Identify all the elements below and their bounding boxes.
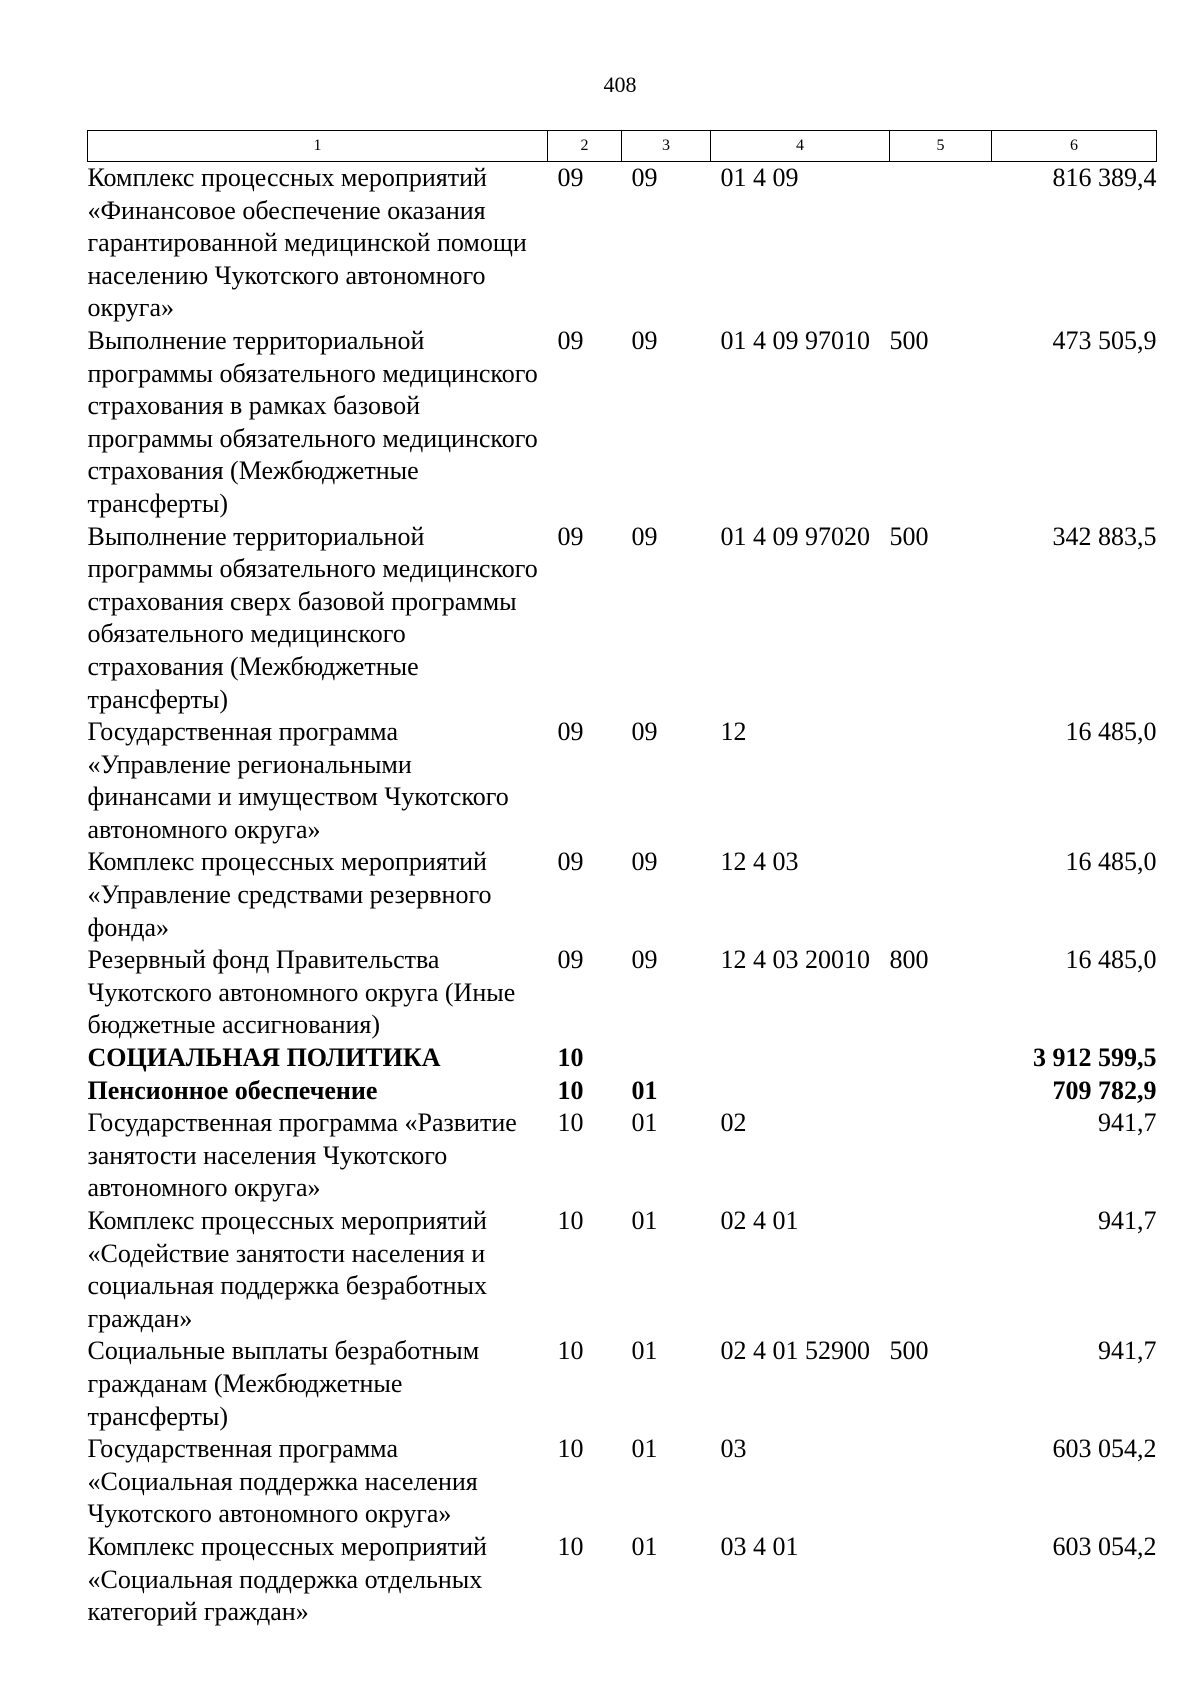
row-target-article: 02 4 01 bbox=[720, 1206, 799, 1235]
row-expense-type bbox=[890, 1205, 992, 1335]
row-name: Комплекс процессных мероприятий «Финансовое обеспечение оказания гарантированной медицинской помощи населению Чукотского автономного округа» bbox=[87, 163, 527, 323]
row-section: 10 bbox=[557, 1434, 584, 1464]
row-expense-type bbox=[890, 1531, 992, 1629]
row-expense-type bbox=[890, 1042, 992, 1075]
table-row bbox=[88, 521, 1157, 717]
row-amount: 709 782,9 bbox=[1052, 1075, 1157, 1105]
table-row bbox=[88, 1107, 1157, 1205]
row-target-article: 02 4 01 52900 bbox=[720, 1336, 870, 1366]
table-row bbox=[88, 944, 1157, 1042]
row-name: Государственная программа «Развитие занятости населения Чукотского автономного округа» bbox=[87, 1108, 517, 1203]
row-target-article: 01 4 09 97020 bbox=[720, 521, 870, 551]
header-cell-2: 2 bbox=[548, 131, 622, 162]
row-section: 10 bbox=[557, 1075, 584, 1105]
table-row bbox=[88, 1205, 1157, 1335]
table-row bbox=[88, 162, 1157, 325]
row-section: 09 bbox=[557, 847, 584, 877]
table-row bbox=[88, 1042, 1157, 1075]
row-section: 09 bbox=[557, 717, 584, 747]
row-name: Государственная программа «Управление региональными финансами и имуществом Чукотского автономного округа» bbox=[87, 717, 509, 844]
row-subsection: 01 bbox=[631, 1434, 658, 1464]
row-subsection: 09 bbox=[631, 163, 658, 192]
row-section: 09 bbox=[557, 163, 584, 192]
row-name: СОЦИАЛЬНАЯ ПОЛИТИКА bbox=[87, 1043, 441, 1073]
table-row bbox=[88, 1335, 1157, 1433]
table-row bbox=[88, 1531, 1157, 1629]
row-subsection: 09 bbox=[631, 717, 658, 747]
row-name: Комплекс процессных мероприятий «Социальная поддержка отдельных категорий граждан» bbox=[87, 1531, 487, 1627]
row-section: 10 bbox=[557, 1531, 584, 1561]
row-name: Комплекс процессных мероприятий «Содействие занятости населения и социальная поддержка безработных граждан» bbox=[87, 1206, 487, 1333]
row-name: Выполнение территориальной программы обязательного медицинского страхования сверх базовой программы обязательного медицинского страхования (Межбюджетные трансферты) bbox=[87, 521, 538, 714]
row-section: 10 bbox=[557, 1108, 584, 1138]
row-section: 10 bbox=[557, 1206, 584, 1235]
row-subsection bbox=[622, 1042, 711, 1075]
row-amount: 342 883,5 bbox=[1052, 521, 1157, 551]
row-subsection: 09 bbox=[631, 521, 658, 551]
budget-table bbox=[87, 130, 1157, 1629]
row-amount: 603 054,2 bbox=[1052, 1531, 1157, 1561]
header-cell-1: 1 bbox=[88, 131, 548, 162]
row-expense-type bbox=[890, 1107, 992, 1205]
header-cell-6: 6 bbox=[992, 131, 1157, 162]
row-amount: 941,7 bbox=[1098, 1336, 1157, 1366]
row-name: Выполнение территориальной программы обязательного медицинского страхования в рамках базовой программы обязательного медицинского страхования (Межбюджетные трансферты) bbox=[87, 325, 538, 518]
row-amount: 16 485,0 bbox=[1065, 717, 1157, 747]
row-target-article: 02 bbox=[720, 1108, 747, 1138]
row-expense-type bbox=[890, 162, 992, 325]
row-section: 09 bbox=[557, 945, 584, 975]
row-subsection: 09 bbox=[631, 325, 658, 355]
row-target-article: 03 4 01 bbox=[720, 1531, 799, 1561]
row-section: 09 bbox=[557, 325, 584, 355]
table-body bbox=[88, 162, 1157, 1629]
row-expense-type: 500 bbox=[889, 1336, 929, 1366]
row-target-article: 12 4 03 bbox=[720, 847, 799, 877]
table-row bbox=[88, 716, 1157, 846]
row-name: Пенсионное обеспечение bbox=[87, 1075, 378, 1105]
row-expense-type: 800 bbox=[889, 945, 929, 975]
table-row bbox=[88, 1433, 1157, 1531]
row-name: Государственная программа «Социальная поддержка населения Чукотского автономного округа» bbox=[87, 1434, 478, 1529]
table-row bbox=[88, 846, 1157, 944]
row-amount: 16 485,0 bbox=[1065, 847, 1157, 877]
row-expense-type bbox=[890, 716, 992, 846]
row-subsection: 01 bbox=[631, 1336, 658, 1366]
row-name: Социальные выплаты безработным гражданам (Межбюджетные трансферты) bbox=[87, 1336, 480, 1431]
row-expense-type bbox=[890, 1075, 992, 1108]
page-number: 408 bbox=[603, 72, 637, 97]
row-section: 10 bbox=[557, 1336, 584, 1366]
row-subsection: 09 bbox=[631, 945, 658, 975]
table-row bbox=[88, 1075, 1157, 1108]
table-row bbox=[88, 325, 1157, 521]
row-subsection: 09 bbox=[631, 847, 658, 877]
row-expense-type: 500 bbox=[889, 521, 929, 551]
row-target-article: 12 4 03 20010 bbox=[720, 945, 870, 975]
row-name: Резервный фонд Правительства Чукотского автономного округа (Иные бюджетные ассигнования) bbox=[87, 945, 516, 1040]
row-amount: 816 389,4 bbox=[1052, 163, 1157, 192]
row-amount: 603 054,2 bbox=[1052, 1434, 1157, 1464]
row-subsection: 01 bbox=[631, 1075, 658, 1105]
row-subsection: 01 bbox=[631, 1206, 658, 1235]
row-target-article: 12 bbox=[720, 717, 747, 747]
row-target-article: 01 4 09 bbox=[720, 163, 799, 192]
header-cell-3: 3 bbox=[622, 131, 711, 162]
row-subsection: 01 bbox=[631, 1108, 658, 1138]
row-amount: 16 485,0 bbox=[1065, 945, 1157, 975]
row-expense-type bbox=[890, 1433, 992, 1531]
row-target-article bbox=[711, 1042, 890, 1075]
row-expense-type bbox=[890, 846, 992, 944]
row-expense-type: 500 bbox=[889, 325, 929, 355]
row-section: 10 bbox=[557, 1043, 584, 1073]
row-name: Комплекс процессных мероприятий «Управление средствами резервного фонда» bbox=[87, 847, 492, 942]
header-cell-5: 5 bbox=[890, 131, 992, 162]
table-header-row bbox=[88, 131, 1157, 162]
row-amount: 473 505,9 bbox=[1052, 325, 1157, 355]
row-amount: 941,7 bbox=[1098, 1206, 1157, 1235]
row-target-article: 03 bbox=[720, 1434, 747, 1464]
row-subsection: 01 bbox=[631, 1531, 658, 1561]
row-amount: 941,7 bbox=[1098, 1108, 1157, 1138]
row-target-article bbox=[711, 1075, 890, 1108]
row-amount: 3 912 599,5 bbox=[1033, 1043, 1157, 1073]
header-cell-4: 4 bbox=[711, 131, 890, 162]
row-target-article: 01 4 09 97010 bbox=[720, 325, 870, 355]
row-section: 09 bbox=[557, 521, 584, 551]
